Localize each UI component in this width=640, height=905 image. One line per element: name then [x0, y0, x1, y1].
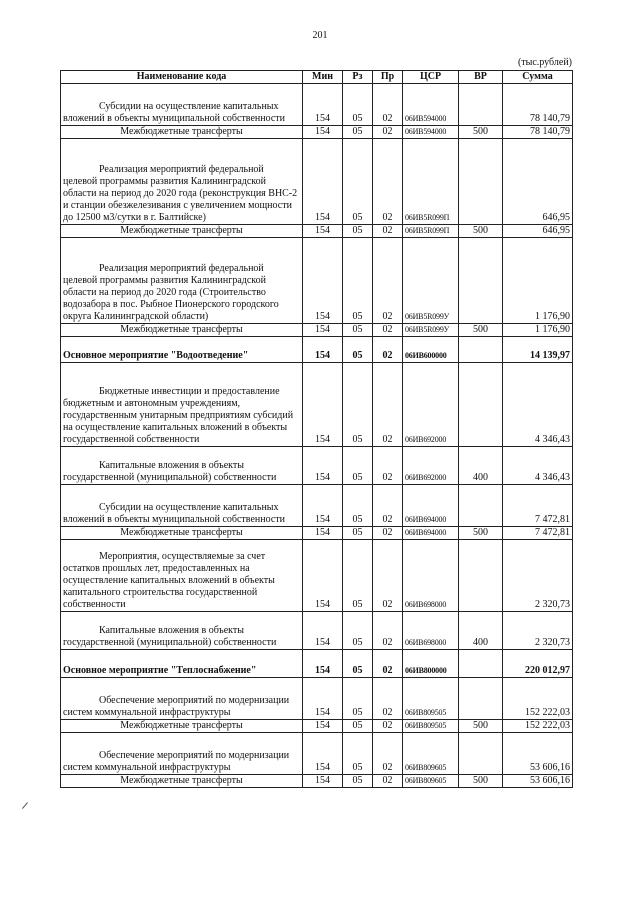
csr-cell: 06ИВ5R099У: [403, 324, 459, 337]
table-row: [61, 447, 573, 485]
table-row: [61, 775, 573, 788]
rz-cell: 05: [343, 678, 373, 720]
pr-cell: 02: [373, 225, 403, 238]
vr-cell: 400: [459, 447, 503, 485]
header-rz: Рз: [343, 71, 373, 84]
pr-cell: 02: [373, 650, 403, 678]
csr-cell: 06ИВ5R099П: [403, 225, 459, 238]
min-cell: 154: [303, 485, 343, 527]
sum-cell: 4 346,43: [503, 447, 573, 485]
table-row: [61, 126, 573, 139]
sum-cell: 152 222,03: [503, 678, 573, 720]
pr-cell: 02: [373, 775, 403, 788]
rz-cell: 05: [343, 485, 373, 527]
min-cell: 154: [303, 612, 343, 650]
sum-cell: 646,95: [503, 225, 573, 238]
table-row: [61, 84, 573, 126]
sum-cell: 7 472,81: [503, 485, 573, 527]
pr-cell: 02: [373, 126, 403, 139]
vr-cell: 500: [459, 324, 503, 337]
min-cell: 154: [303, 720, 343, 733]
csr-cell: 06ИВ694000: [403, 527, 459, 540]
min-cell: 154: [303, 126, 343, 139]
vr-cell: 500: [459, 225, 503, 238]
rz-cell: 05: [343, 363, 373, 447]
name-cell: Межбюджетные трансферты: [61, 720, 303, 733]
name-cell: Межбюджетные трансферты: [61, 527, 303, 540]
name-cell: Основное мероприятие "Теплоснабжение": [61, 650, 303, 678]
vr-cell: [459, 540, 503, 612]
rz-cell: 05: [343, 337, 373, 363]
pen-mark: [22, 802, 28, 809]
table-row: [61, 225, 573, 238]
sum-cell: 53 606,16: [503, 733, 573, 775]
header-min: Мин: [303, 71, 343, 84]
csr-cell: 06ИВ5R099П: [403, 139, 459, 225]
sum-cell: 53 606,16: [503, 775, 573, 788]
table-header-row: [61, 71, 573, 84]
rz-cell: 05: [343, 126, 373, 139]
sum-cell: 78 140,79: [503, 84, 573, 126]
csr-cell: 06ИВ5R099У: [403, 238, 459, 324]
name-cell: Межбюджетные трансферты: [61, 324, 303, 337]
name-cell: Межбюджетные трансферты: [61, 775, 303, 788]
table-row: [61, 527, 573, 540]
table-row: [61, 540, 573, 612]
vr-cell: [459, 485, 503, 527]
rz-cell: 05: [343, 527, 373, 540]
vr-cell: [459, 84, 503, 126]
csr-cell: 06ИВ692000: [403, 363, 459, 447]
min-cell: 154: [303, 733, 343, 775]
sum-cell: 78 140,79: [503, 126, 573, 139]
sum-cell: 1 176,90: [503, 238, 573, 324]
vr-cell: 400: [459, 612, 503, 650]
csr-cell: 06ИВ694000: [403, 485, 459, 527]
name-cell: Капитальные вложения в объекты государственной (муниципальной) собственности: [61, 447, 303, 485]
min-cell: 154: [303, 447, 343, 485]
min-cell: 154: [303, 337, 343, 363]
sum-cell: 220 012,97: [503, 650, 573, 678]
vr-cell: [459, 139, 503, 225]
csr-cell: 06ИВ692000: [403, 447, 459, 485]
vr-cell: 500: [459, 527, 503, 540]
sum-cell: 7 472,81: [503, 527, 573, 540]
table-row: [61, 612, 573, 650]
table-row: [61, 337, 573, 363]
name-cell: Капитальные вложения в объекты государственной (муниципальной) собственности: [61, 612, 303, 650]
table-row: [61, 650, 573, 678]
csr-cell: 06ИВ809505: [403, 678, 459, 720]
sum-cell: 2 320,73: [503, 612, 573, 650]
vr-cell: [459, 678, 503, 720]
csr-cell: 06ИВ809605: [403, 775, 459, 788]
sum-cell: 2 320,73: [503, 540, 573, 612]
sum-cell: 4 346,43: [503, 363, 573, 447]
rz-cell: 05: [343, 733, 373, 775]
rz-cell: 05: [343, 540, 373, 612]
csr-cell: 06ИВ809505: [403, 720, 459, 733]
units-label: (тыс.рублей): [517, 57, 572, 68]
pr-cell: 02: [373, 485, 403, 527]
csr-cell: 06ИВ600000: [403, 337, 459, 363]
budget-table: [60, 70, 573, 788]
csr-cell: 06ИВ594000: [403, 126, 459, 139]
rz-cell: 05: [343, 612, 373, 650]
table-row: [61, 720, 573, 733]
vr-cell: [459, 733, 503, 775]
min-cell: 154: [303, 225, 343, 238]
sum-cell: 152 222,03: [503, 720, 573, 733]
min-cell: 154: [303, 678, 343, 720]
page-number: 201: [312, 30, 328, 41]
name-cell: Обеспечение мероприятий по модернизации систем коммунальной инфраструктуры: [61, 733, 303, 775]
min-cell: 154: [303, 363, 343, 447]
min-cell: 154: [303, 324, 343, 337]
vr-cell: 500: [459, 720, 503, 733]
name-cell: Основное мероприятие "Водоотведение": [61, 337, 303, 363]
min-cell: 154: [303, 84, 343, 126]
name-cell: Реализация мероприятий федеральной целевой программы развития Калининградской области на период до 2020 года (Строительство водозабора в пос. Рыбное Пионерского городского округа Калининградской области): [61, 238, 303, 324]
rz-cell: 05: [343, 775, 373, 788]
table-row: [61, 485, 573, 527]
header-name: Наименование кода: [61, 71, 303, 84]
header-sum: Сумма: [503, 71, 573, 84]
vr-cell: [459, 238, 503, 324]
name-cell: Обеспечение мероприятий по модернизации систем коммунальной инфраструктуры: [61, 678, 303, 720]
vr-cell: 500: [459, 126, 503, 139]
vr-cell: [459, 363, 503, 447]
csr-cell: 06ИВ800000: [403, 650, 459, 678]
header-pr: Пр: [373, 71, 403, 84]
pr-cell: 02: [373, 324, 403, 337]
table-row: [61, 238, 573, 324]
min-cell: 154: [303, 540, 343, 612]
rz-cell: 05: [343, 447, 373, 485]
sum-cell: 1 176,90: [503, 324, 573, 337]
rz-cell: 05: [343, 84, 373, 126]
pr-cell: 02: [373, 612, 403, 650]
table-row: [61, 324, 573, 337]
name-cell: Бюджетные инвестиции и предоставление бюджетным и автономным учреждениям, государственным унитарным предприятиям субсидий на осуществление капитальных вложений в объекты государственной собственности: [61, 363, 303, 447]
min-cell: 154: [303, 527, 343, 540]
sum-cell: 646,95: [503, 139, 573, 225]
table-row: [61, 733, 573, 775]
pr-cell: 02: [373, 527, 403, 540]
vr-cell: [459, 337, 503, 363]
table-row: [61, 678, 573, 720]
min-cell: 154: [303, 775, 343, 788]
csr-cell: 06ИВ809605: [403, 733, 459, 775]
name-cell: Межбюджетные трансферты: [61, 126, 303, 139]
pr-cell: 02: [373, 363, 403, 447]
vr-cell: 500: [459, 775, 503, 788]
vr-cell: [459, 650, 503, 678]
sum-cell: 14 139,97: [503, 337, 573, 363]
csr-cell: 06ИВ594000: [403, 84, 459, 126]
pr-cell: 02: [373, 238, 403, 324]
pr-cell: 02: [373, 139, 403, 225]
min-cell: 154: [303, 238, 343, 324]
rz-cell: 05: [343, 225, 373, 238]
pr-cell: 02: [373, 337, 403, 363]
csr-cell: 06ИВ698000: [403, 612, 459, 650]
header-vr: ВР: [459, 71, 503, 84]
table-row: [61, 139, 573, 225]
pr-cell: 02: [373, 678, 403, 720]
table-row: [61, 363, 573, 447]
pr-cell: 02: [373, 447, 403, 485]
pr-cell: 02: [373, 540, 403, 612]
csr-cell: 06ИВ698000: [403, 540, 459, 612]
pr-cell: 02: [373, 84, 403, 126]
min-cell: 154: [303, 139, 343, 225]
rz-cell: 05: [343, 139, 373, 225]
rz-cell: 05: [343, 324, 373, 337]
rz-cell: 05: [343, 238, 373, 324]
name-cell: Мероприятия, осуществляемые за счет остатков прошлых лет, предоставленных на осуществление капитальных вложений в объекты капитального строительства государственной собственности: [61, 540, 303, 612]
name-cell: Межбюджетные трансферты: [61, 225, 303, 238]
name-cell: Субсидии на осуществление капитальных вложений в объекты муниципальной собственности: [61, 84, 303, 126]
name-cell: Субсидии на осуществление капитальных вложений в объекты муниципальной собственности: [61, 485, 303, 527]
table-body: [61, 84, 573, 788]
pr-cell: 02: [373, 733, 403, 775]
min-cell: 154: [303, 650, 343, 678]
rz-cell: 05: [343, 650, 373, 678]
rz-cell: 05: [343, 720, 373, 733]
header-csr: ЦСР: [403, 71, 459, 84]
pr-cell: 02: [373, 720, 403, 733]
name-cell: Реализация мероприятий федеральной целевой программы развития Калининградской области на период до 2020 года (реконструкция ВНС-2 и станции обезжелезивания с увеличением мощности до 12500 м3/сутки в г. Балтийске): [61, 139, 303, 225]
